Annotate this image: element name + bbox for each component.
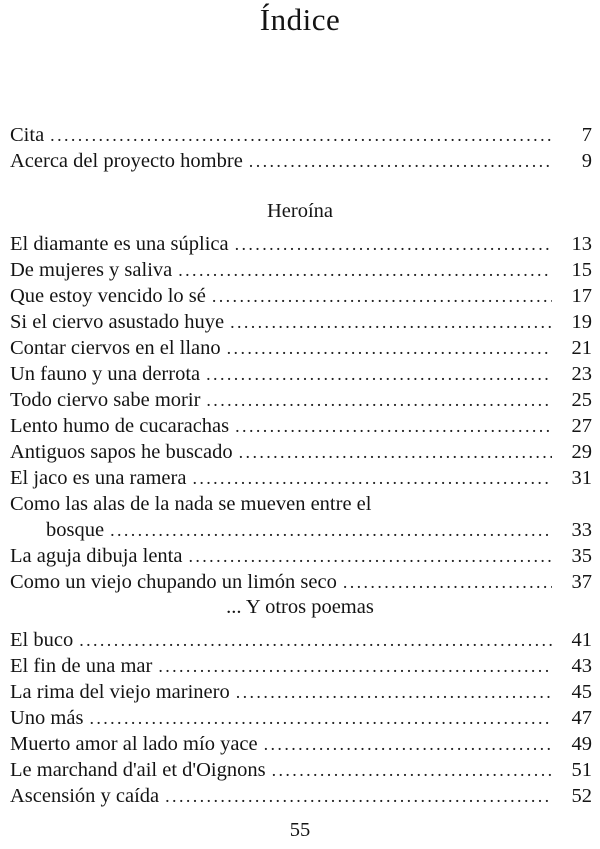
entry-title: Que estoy vencido lo sé — [10, 285, 206, 307]
dot-leader — [178, 257, 552, 283]
entry-page-number: 9 — [581, 150, 592, 172]
dot-leader — [212, 283, 552, 309]
entry-page-number: 21 — [571, 337, 592, 359]
entry-title: El fin de una mar — [10, 655, 153, 677]
entry-page-number: 41 — [571, 629, 592, 651]
section-heading: Heroína — [266, 200, 334, 222]
entry-title-line-2: bosque — [46, 519, 105, 541]
entry-title: Acerca del proyecto hombre — [10, 150, 243, 172]
dot-leader — [249, 148, 552, 174]
dot-leader — [272, 757, 552, 783]
toc-entry — [46, 517, 592, 543]
dot-leader — [158, 653, 552, 679]
toc-entry — [10, 679, 592, 705]
entry-title: De mujeres y saliva — [10, 259, 173, 281]
toc-entry — [10, 439, 592, 465]
toc-entry — [10, 335, 592, 361]
toc-entry — [10, 783, 592, 809]
toc-entry — [10, 569, 592, 595]
toc-entry — [10, 257, 592, 283]
dot-leader — [264, 731, 552, 757]
entry-page-number: 17 — [571, 285, 592, 307]
dot-leader — [110, 517, 552, 543]
entry-title: Uno más — [10, 707, 84, 729]
entry-title: Si el ciervo asustado huye — [10, 311, 225, 333]
entry-page-number: 19 — [571, 311, 592, 333]
entry-page-number: 27 — [571, 415, 592, 437]
toc-entry — [10, 653, 592, 679]
entry-page-number: 37 — [571, 571, 592, 593]
dot-leader — [192, 465, 552, 491]
entry-title: Ascensión y caída — [10, 785, 160, 807]
dot-leader — [206, 387, 552, 413]
dot-leader — [235, 413, 552, 439]
toc-entry — [10, 387, 592, 413]
entry-title: Cita — [10, 124, 45, 146]
toc-entry — [10, 627, 592, 653]
entry-title: Le marchand d'ail et d'Oignons — [10, 759, 266, 781]
entry-title: Un fauno y una derrota — [10, 363, 201, 385]
entry-page-number: 35 — [571, 545, 592, 567]
toc-entry — [10, 309, 592, 335]
entry-title: El jaco es una ramera — [10, 467, 187, 489]
entry-page-number: 31 — [571, 467, 592, 489]
entry-page-number: 52 — [571, 785, 592, 807]
entry-page-number: 7 — [581, 124, 592, 146]
toc-entry — [10, 705, 592, 731]
dot-leader — [230, 309, 552, 335]
entry-page-number: 15 — [571, 259, 592, 281]
entry-title: La aguja dibuja lenta — [10, 545, 183, 567]
dot-leader — [227, 335, 552, 361]
entry-title: Antiguos sapos he buscado — [10, 441, 233, 463]
dot-leader — [50, 122, 552, 148]
entry-page-number: 47 — [571, 707, 592, 729]
page-number: 55 — [289, 819, 311, 841]
entry-page-number: 29 — [571, 441, 592, 463]
toc-entry — [10, 757, 592, 783]
entry-title: La rima del viejo marinero — [10, 681, 230, 703]
entry-page-number: 23 — [571, 363, 592, 385]
entry-page-number: 33 — [571, 519, 592, 541]
toc-entry — [10, 731, 592, 757]
toc-entry — [10, 465, 592, 491]
dot-leader — [165, 783, 552, 809]
toc-entry — [10, 122, 592, 148]
dot-leader — [239, 439, 552, 465]
entry-page-number: 49 — [571, 733, 592, 755]
toc-entry — [10, 283, 592, 309]
entry-page-number: 51 — [571, 759, 592, 781]
entry-page-number: 43 — [571, 655, 592, 677]
section-heading: ... Y otros poemas — [226, 596, 374, 618]
entry-title-line-1: Como las alas de la nada se mueven entre el — [10, 493, 372, 515]
dot-leader — [343, 569, 552, 595]
entry-title: Todo ciervo sabe morir — [10, 389, 201, 411]
toc-entry — [10, 231, 592, 257]
entry-title: El diamante es una súplica — [10, 233, 229, 255]
toc-entry — [10, 543, 592, 569]
dot-leader — [206, 361, 552, 387]
toc-entry — [10, 148, 592, 174]
entry-title: Lento humo de cucarachas — [10, 415, 230, 437]
entry-page-number: 45 — [571, 681, 592, 703]
entry-page-number: 25 — [571, 389, 592, 411]
toc-entry — [10, 361, 592, 387]
entry-title: El buco — [10, 629, 74, 651]
dot-leader — [236, 679, 552, 705]
toc-entry — [10, 413, 592, 439]
entry-title: Muerto amor al lado mío yace — [10, 733, 258, 755]
entry-title: Como un viejo chupando un limón seco — [10, 571, 337, 593]
dot-leader — [188, 543, 552, 569]
dot-leader — [89, 705, 552, 731]
dot-leader — [79, 627, 552, 653]
entry-title: Contar ciervos en el llano — [10, 337, 221, 359]
page-title: Índice — [259, 2, 341, 37]
dot-leader — [235, 231, 552, 257]
entry-page-number: 13 — [571, 233, 592, 255]
